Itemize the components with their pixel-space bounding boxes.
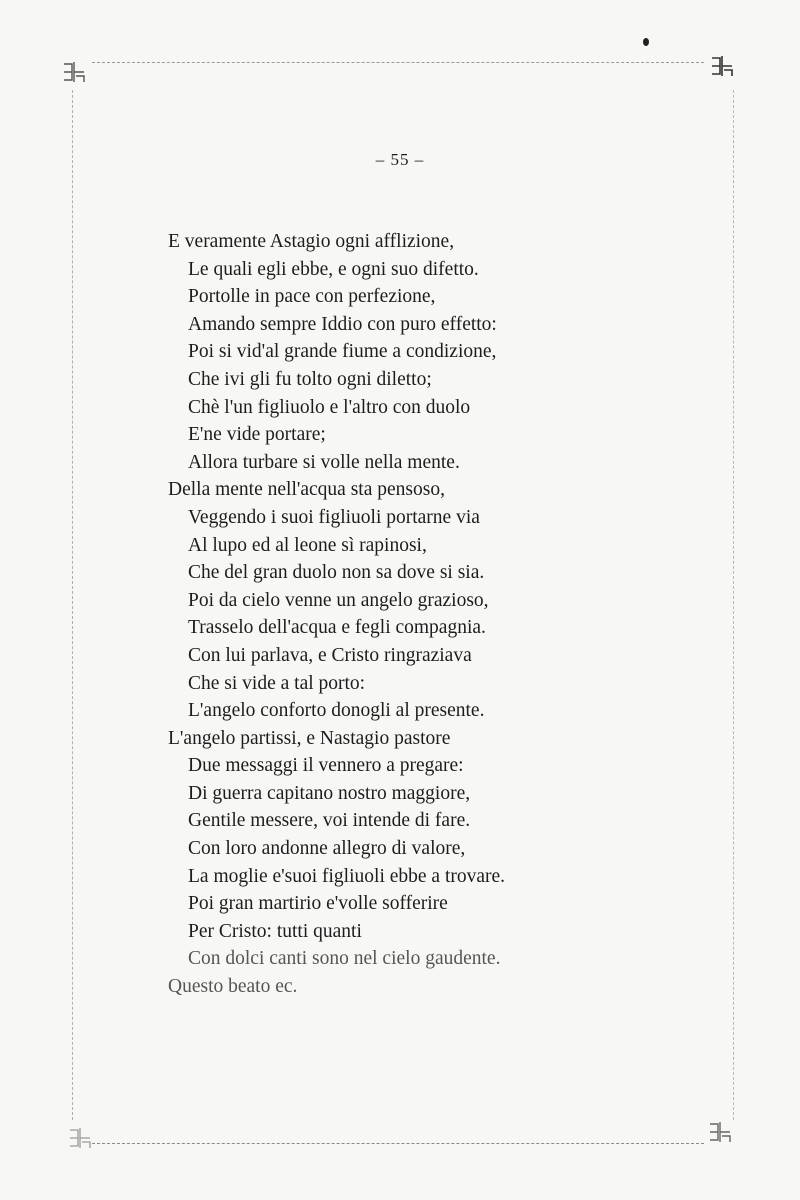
poem-line: Con lui parlava, e Cristo ringraziava	[188, 644, 472, 666]
frame-left-border	[72, 90, 73, 1120]
poem-line: Due messaggi il vennero a pregare:	[188, 755, 464, 777]
poem-line: Gentile messere, voi intende di fare.	[188, 810, 471, 832]
corner-ornament-icon	[60, 58, 88, 86]
poem-line: L'angelo conforto donogli al presente.	[188, 700, 485, 722]
page-number: – 55 –	[375, 150, 425, 169]
poem-line: Al lupo ed al leone sì rapinosi,	[188, 534, 427, 556]
corner-ornament-icon	[66, 1124, 94, 1152]
poem-line: Che del gran duolo non sa dove si sia.	[188, 562, 485, 584]
poem-line: Amando sempre Iddio con puro effetto:	[188, 313, 497, 335]
poem-line: E'ne vide portare;	[188, 424, 326, 446]
poem-line: Allora turbare si volle nella mente.	[188, 451, 460, 473]
poem-line: Le quali egli ebbe, e ogni suo difetto.	[188, 258, 479, 280]
poem-line: Di guerra capitano nostro maggiore,	[188, 782, 471, 804]
poem-line: Trasselo dell'acqua e fegli compagnia.	[188, 617, 486, 639]
poem-line: Della mente nell'acqua sta pensoso,	[168, 479, 445, 501]
poem-line: Poi gran martirio e'volle sofferire	[188, 893, 448, 915]
poem-line: Poi da cielo venne un angelo grazioso,	[188, 589, 489, 611]
poem-line: La moglie e'suoi figliuoli ebbe a trovare.	[188, 865, 506, 887]
poem-line: Con dolci canti sono nel cielo gaudente.	[188, 948, 501, 970]
poem-text	[168, 228, 748, 1001]
poem-line: Che ivi gli fu tolto ogni diletto;	[188, 368, 432, 390]
poem-line: Questo beato ec.	[168, 976, 298, 998]
poem-line: Che si vide a tal porto:	[188, 672, 366, 694]
ink-spot	[643, 38, 649, 46]
poem-line: Portolle in pace con perfezione,	[188, 286, 436, 308]
frame-top-border	[92, 62, 704, 63]
frame-bottom-border	[92, 1143, 704, 1144]
poem-line: Con loro andonne allegro di valore,	[188, 838, 466, 860]
poem-line: Poi si vid'al grande fiume a condizione,	[188, 341, 497, 363]
corner-ornament-icon	[708, 52, 736, 80]
poem-line: Chè l'un figliuolo e l'altro con duolo	[188, 396, 471, 418]
corner-ornament-icon	[706, 1118, 734, 1146]
poem-line: Veggendo i suoi figliuoli portarne via	[188, 506, 480, 528]
poem-line: L'angelo partissi, e Nastagio pastore	[168, 727, 451, 749]
poem-line: Per Cristo: tutti quanti	[188, 920, 362, 942]
poem-line: E veramente Astagio ogni afflizione,	[168, 231, 455, 252]
